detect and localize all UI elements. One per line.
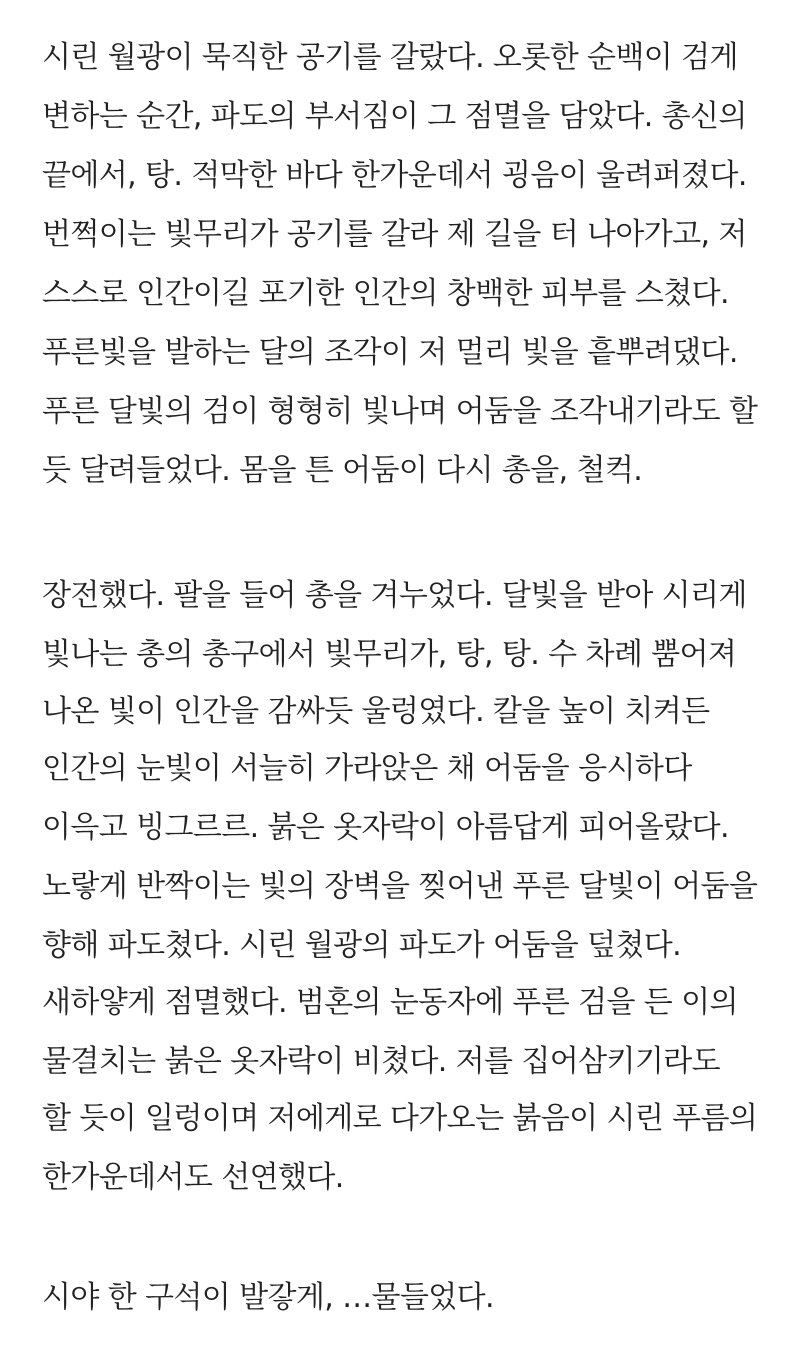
text-line: 푸른빛을 발하는 달의 조각이 저 멀리 빛을 흩뿌려댔다. <box>42 335 738 370</box>
text-line: 새하얗게 점멸했다. 범혼의 눈동자에 푸른 검을 든 이의 <box>42 985 738 1020</box>
text-line: 한가운데서도 선연했다. <box>42 1160 344 1195</box>
text-line: 빛나는 총의 총구에서 빛무리가, 탕, 탕. 수 차례 뿜어져 <box>42 637 737 672</box>
text-line: 듯 달려들었다. 몸을 튼 어둠이 다시 총을, 철컥. <box>42 453 643 488</box>
text-line: 물결치는 붉은 옷자락이 비쳤다. 저를 집어삼키기라도 <box>42 1044 720 1079</box>
text-line: 인간의 눈빛이 서늘히 가라앉은 채 어둠을 응시하다 <box>42 751 692 786</box>
text-line: 변하는 순간, 파도의 부서짐이 그 점멸을 담았다. 총신의 <box>42 99 747 134</box>
text-line: 이윽고 빙그르르. 붉은 옷자락이 아름답게 피어올랐다. <box>42 810 729 845</box>
text-line: 시야 한 구석이 발갛게, …물들었다. <box>42 1280 494 1315</box>
text-line: 노랗게 반짝이는 빛의 장벽을 찢어낸 푸른 달빛이 어둠을 <box>42 869 758 904</box>
text-line: 향해 파도쳤다. 시린 월광의 파도가 어둠을 덮쳤다. <box>42 928 682 963</box>
text-line: 푸른 달빛의 검이 형형히 빛나며 어둠을 조각내기라도 할 <box>42 394 758 429</box>
text-line: 스스로 인간이길 포기한 인간의 창백한 피부를 스쳤다. <box>42 276 729 311</box>
text-line: 나온 빛이 인간을 감싸듯 울렁였다. 칼을 높이 치켜든 <box>42 694 710 729</box>
text-line: 끝에서, 탕. 적막한 바다 한가운데서 굉음이 울려퍼졌다. <box>42 158 747 193</box>
text-line: 할 듯이 일렁이며 저에게로 다가오는 붉음이 시린 푸름의 <box>42 1101 758 1136</box>
text-line: 장전했다. 팔을 들어 총을 겨누었다. 달빛을 받아 시리게 <box>42 578 747 613</box>
text-line: 번쩍이는 빛무리가 공기를 갈라 제 길을 터 나아가고, 저 <box>42 217 747 252</box>
text-line: 시린 월광이 묵직한 공기를 갈랐다. 오롯한 순백이 검게 <box>42 40 738 75</box>
